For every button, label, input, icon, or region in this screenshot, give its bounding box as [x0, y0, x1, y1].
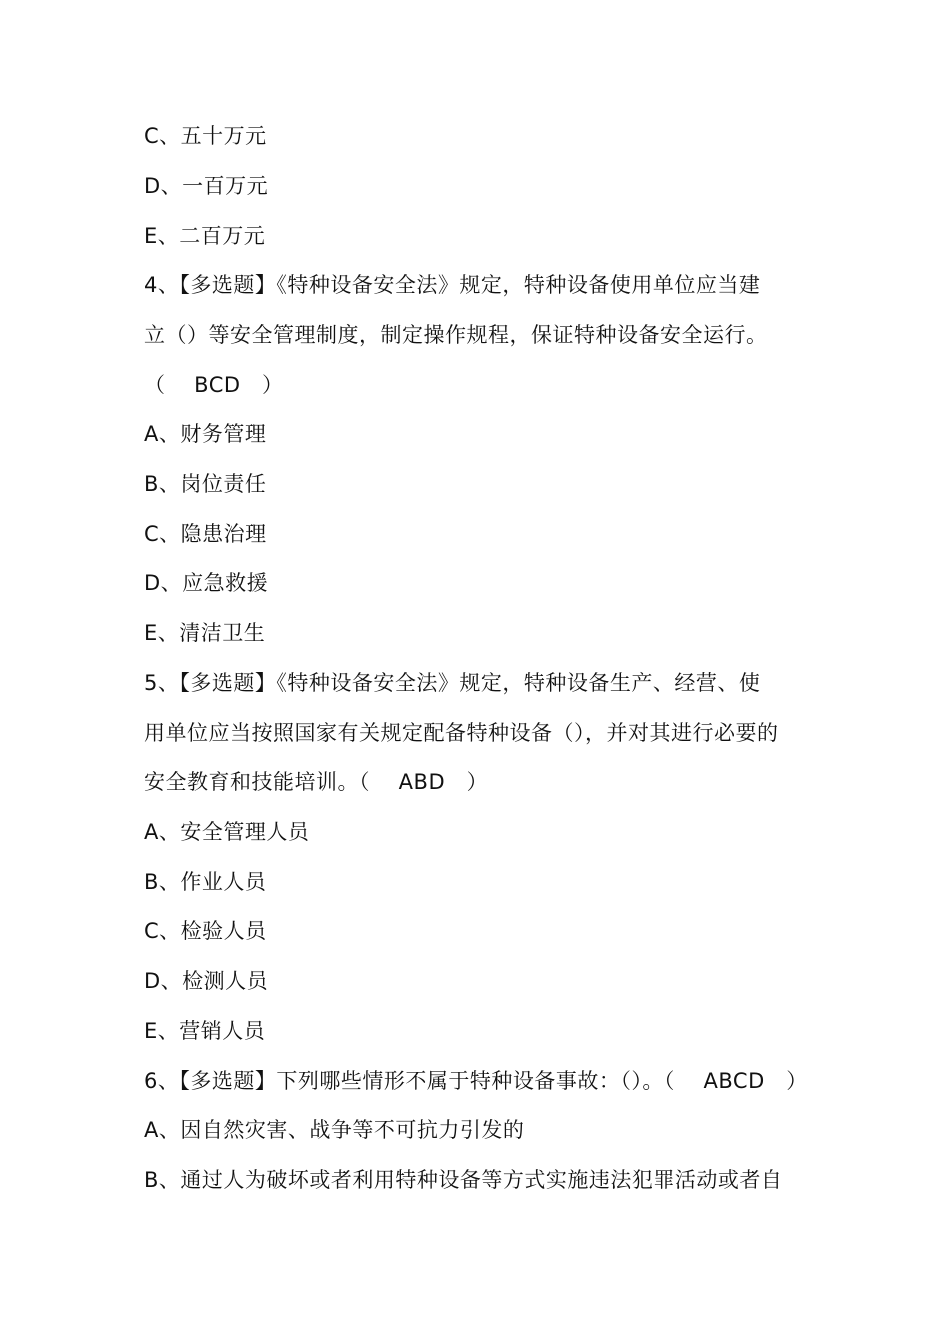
option-d-q3: D、一百万元 — [144, 174, 269, 198]
question-4-line-2: 立（）等安全管理制度，制定操作规程，保证特种设备安全运行。 — [144, 323, 768, 347]
option-d-q5: D、检测人员 — [144, 969, 269, 993]
question-6-line-1: 6、【多选题】下列哪些情形不属于特种设备事故：（）。（ ABCD ） — [144, 1069, 808, 1093]
question-5-line-3: 安全教育和技能培训。（ ABD ） — [144, 770, 489, 794]
question-5-line-2: 用单位应当按照国家有关规定配备特种设备（），并对其进行必要的 — [144, 721, 779, 745]
option-b-q4: B、岗位责任 — [144, 472, 267, 496]
option-c-q3: C、五十万元 — [144, 124, 267, 148]
option-e-q4: E、清洁卫生 — [144, 621, 266, 645]
question-4-answer: （ BCD ） — [144, 373, 284, 397]
question-5-line-1: 5、【多选题】《特种设备安全法》规定，特种设备生产、经营、使 — [144, 671, 761, 695]
option-e-q3: E、二百万元 — [144, 224, 266, 248]
option-a-q5: A、安全管理人员 — [144, 820, 310, 844]
option-b-q5: B、作业人员 — [144, 870, 267, 894]
option-a-q4: A、财务管理 — [144, 422, 267, 446]
option-a-q6: A、因自然灾害、战争等不可抗力引发的 — [144, 1118, 525, 1142]
option-e-q5: E、营销人员 — [144, 1019, 266, 1043]
option-c-q5: C、检验人员 — [144, 919, 267, 943]
question-4-line-1: 4、【多选题】《特种设备安全法》规定，特种设备使用单位应当建 — [144, 273, 761, 297]
option-d-q4: D、应急救援 — [144, 571, 269, 595]
option-b-q6: B、通过人为破坏或者利用特种设备等方式实施违法犯罪活动或者自 — [144, 1168, 783, 1192]
option-c-q4: C、隐患治理 — [144, 522, 267, 546]
